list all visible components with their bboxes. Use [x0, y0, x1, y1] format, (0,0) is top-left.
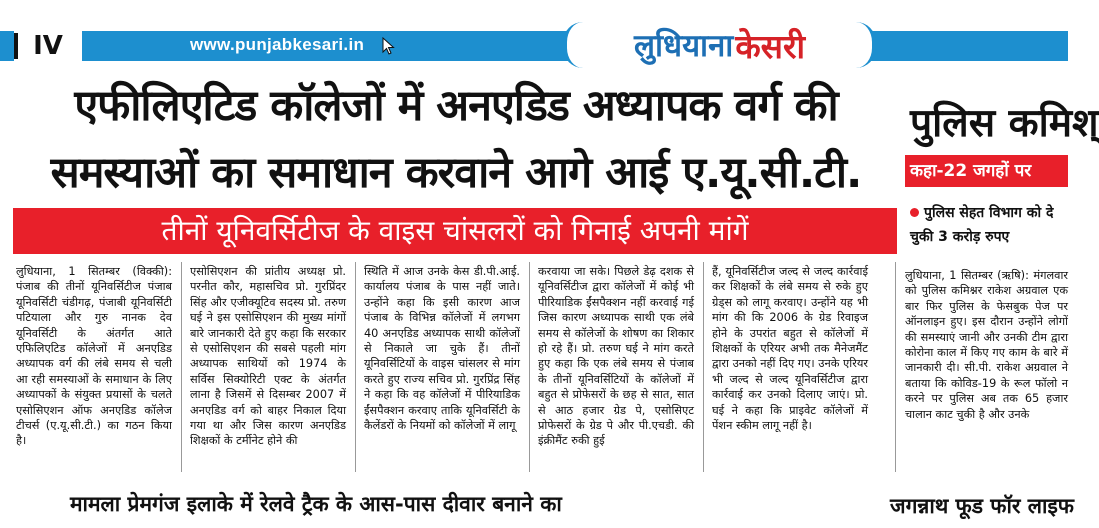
headline-line-1: एफीलिएटिड कॉलेजों में अनएडिड अध्यापक वर्ग की: [74, 81, 838, 131]
headline-line-2: समस्याओं का समाधान करवाने आगे आई ए.यू.सी.टी.: [50, 148, 862, 198]
article-column-4: करवाया जा सके। पिछले डेढ़ दशक से यूनिवर्सिटीज द्वारा कॉलेजों में कोई भी पीरियाडिक ईंसपैक्शन नहीं करवाई गई जिस कारण अध्यापक साथी एक लंबे समय से कॉलेजों के शोषण का शिकार हो रहे हैं। प्रो. तरुण घई ने मांग करते हुए कहा कि एक लंबे समय से पंजाब के तीनों यूनिवर्सिटियों के कॉलेजों में बहुत से प्रोफेसरों के छह से सात, सात से आठ हजार ग्रेड पे, एसोसिएट प्रोफेसरों के ग्रेड पे और पी.एचडी. की इंक्रीमैंट रुकी हुई: [538, 265, 694, 448]
mouse-cursor-icon: [382, 37, 396, 55]
subheadline-bar: तीनों यूनिवर्सिटीज के वाइस चांसलरों को गिनाई अपनी मांगें: [13, 208, 897, 254]
side-bullet-text: पुलिस सेहत विभाग को दे चुकी 3 करोड़ रुपए: [910, 205, 1054, 245]
column-divider: [703, 262, 704, 472]
article-column-1: लुधियाना, 1 सितम्बर (विक्की): पंजाब की तीनों यूनिवर्सिटीज पंजाब यूनिवर्सिटी चंडीगढ़, पंजाबी यूनिवर्सिटी पटियाला और गुरु नानक देव यूनिवर्सिटी के अंतर्गत आते एफिलिएटिड कॉलेजों में अनएडिड अध्यापक वर्ग की लंबे समय से चली आ रही समस्याओं के समाधान के लिए अध्यापकों के संयुक्त प्रयासों के चलते एसोसिएशन ऑफ अनएडिड कॉलेज टीचर्स (ए.यू.सी.टी.) का गठन किया है।: [16, 265, 172, 448]
header-strip: [0, 31, 1068, 61]
article-column-3: स्थिति में आज उनके केस डी.पी.आई. कार्यालय पंजाब के पास नहीं जाते। उन्होंने कहा कि इसी कारण आज पंजाब के विभिन्न कॉलेजों में लगभग 40 अनएडिड अध्यापक साथी कॉलेजों से निकाले जा चुके हैं। तीनों यूनिवर्सिटियों के वाइस चांसलर से मांग करते हुए राज्य सचिव प्रो. गुरप्रिंद्र सिंह ने कहा कि वह कॉलेजों में पीरियाडिक ईंसपैक्शन करवाए ताकि यूनिवर्सिटी के कैलेंडरों के नियमों को कॉलेजों में लागू: [364, 265, 520, 433]
side-subheadline-bar: कहा-22 जगहों पर: [905, 155, 1068, 187]
page-number: IV: [14, 30, 82, 62]
bottom-headline: मामला प्रेमगंज इलाके में रेलवे ट्रैक के आस-पास दीवार बनाने का: [70, 492, 562, 516]
side-article-text: लुधियाना, 1 सितम्बर (ऋषि): मंगलवार को पुलिस कमिश्नर राकेश अग्रवाल एक बार फिर पुलिस के फेसबुक पेज पर ऑनलाइन हुए। इस दौरान उन्होंने लोगों की समस्याएं जानी और उनकी टीम द्वारा कोरोना काल में किए गए काम के बारे में जानकारी दी। सी.पी. राकेश अग्रवाल ने बताया कि कोविड-19 के रूल फॉलो न करने पर पुलिस अब तक 65 हजार चालान काट चुकी है और उनके: [905, 269, 1068, 421]
article-column-5: हैं, यूनिवर्सिटीज जल्द से जल्द कार्रवाई कर शिक्षकों के लंबे समय से रुके हुए ग्रेड्स को लागू करवाए। उन्होंने यह भी मांग की कि 2006 के ग्रेड रिवाइज होने के उपरांत बहुत से कॉलेजों में शिक्षकों के एरियर अभी तक मैनेजमैंट द्वारा उनको नहीं दिए गए। उनके एरियर भी जल्द से जल्द यूनिवर्सिटीज द्वारा कार्रवाई कर उनको दिलाए जाएं। प्रो. घई ने कहा कि प्राइवेट कॉलेजों में पेंशन स्कीम लागू नहीं है।: [712, 265, 868, 433]
bullet-dot-icon: [910, 208, 919, 217]
side-headline: पुलिस कमिश्: [910, 101, 1099, 146]
column-divider: [529, 262, 530, 472]
masthead-city: लुधियाना: [633, 28, 734, 64]
side-bottom-headline: जगन्नाथ फूड फॉर लाइफ: [890, 494, 1074, 518]
column-divider: [181, 262, 182, 472]
masthead-brand: केसरी: [735, 26, 806, 66]
column-divider: [895, 262, 896, 472]
site-url[interactable]: www.punjabkesari.in: [190, 35, 365, 54]
masthead: [563, 22, 876, 68]
column-divider: [355, 262, 356, 472]
article-column-2: एसोसिएशन की प्रांतीय अध्यक्ष प्रो. परनीत कौर, महासचिव प्रो. गुरप्रिंदर सिंह और एजीक्यूटिव सदस्य प्रो. तरुण घई ने इस एसोसिएशन की मुख्य मांगों बारे जानकारी देते हुए कहा कि सरकार से एसोसिएशन की सबसे पहली मांग अध्यापक साथियों को 1974 के सर्विस सिक्योरिटी एक्ट के अंतर्गत लाना है जिसमें से दिसम्बर 2007 में अनएडिड वर्ग को बाहर निकाल दिया गया था और जिस कारण अनएडिड शिक्षकों के टर्मीनेट होने की: [190, 265, 346, 448]
side-bullet: [910, 201, 1068, 249]
